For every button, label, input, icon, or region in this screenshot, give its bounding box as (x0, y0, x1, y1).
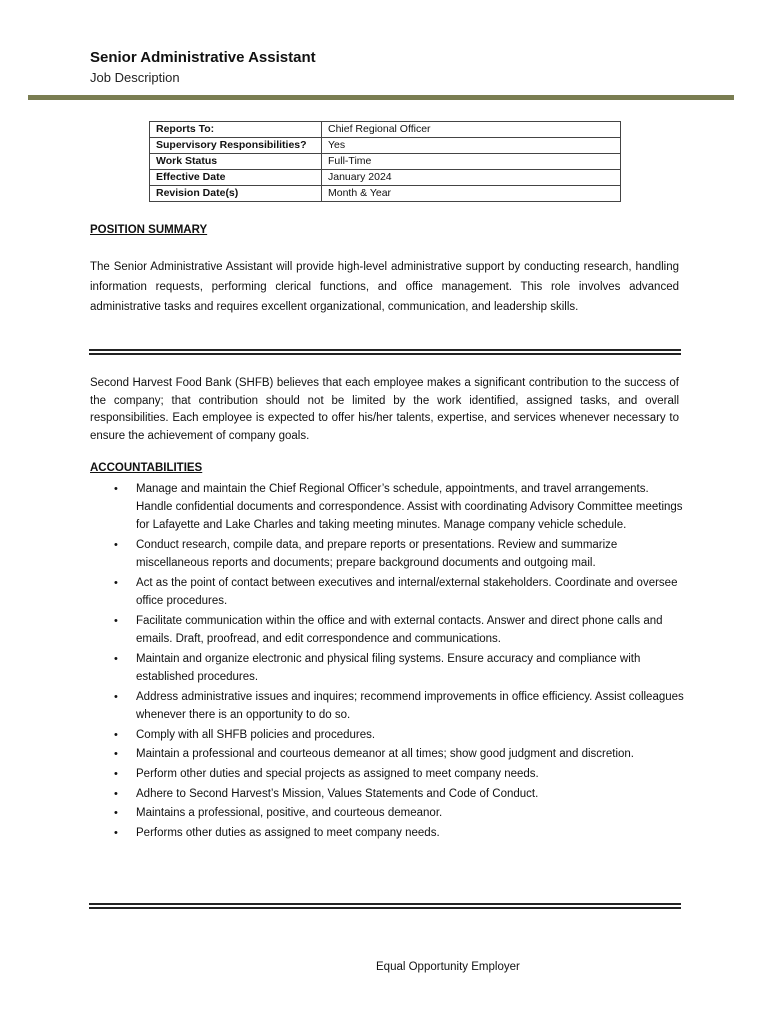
bullet-icon: • (114, 614, 118, 627)
list-item-text: Conduct research, compile data, and prepare reports or presentations. Review and summarize miscellaneous reports and documents; prepare background documents and outgoing mail. (136, 539, 618, 570)
bullet-icon: • (114, 807, 118, 820)
list-item-text: Perform other duties and special projects as assigned to meet company needs. (136, 768, 539, 781)
revision-date-value: Month & Year (322, 186, 621, 202)
bullet-icon: • (114, 690, 118, 703)
list-item (90, 765, 685, 783)
list-item (90, 785, 685, 803)
supervisory-value: Yes (322, 138, 621, 154)
table-row (150, 154, 621, 170)
list-item (90, 612, 685, 648)
document-title: Senior Administrative Assistant (90, 49, 316, 66)
accountabilities-heading: ACCOUNTABILITIES (90, 462, 203, 474)
list-item-text: Facilitate communication within the office and with external contacts. Answer and direct phone calls and emails. Draft, proofread, and edit correspondence and communications. (136, 614, 663, 646)
list-item-text: Address administrative issues and inquires; recommend improvements in office efficiency. Assist colleagues whenever there is an opportunity to do so. (136, 690, 684, 721)
list-item-text: Manage and maintain the Chief Regional Officer’s schedule, appointments, and travel arrangements. Handle confidential documents and correspondence. Assist with coordinating Advisory Committee meetings for Lafayette and Lake Charles and taking meeting minutes. Manage company vehicle schedule. (136, 483, 683, 532)
accountabilities-list (90, 480, 685, 844)
reports-to-label: Reports To: (150, 122, 322, 138)
list-item-text: Maintain and organize electronic and physical filing systems. Ensure accuracy and compliance with established procedures. (136, 652, 641, 684)
work-status-label: Work Status (150, 154, 322, 170)
table-row (150, 122, 621, 138)
list-item (90, 650, 685, 686)
list-item (90, 745, 685, 763)
list-item-text: Performs other duties as assigned to meet company needs. (136, 827, 440, 840)
bullet-icon: • (114, 768, 118, 781)
list-item (90, 688, 685, 724)
company-statement: Second Harvest Food Bank (SHFB) believes that each employee makes a significant contribution to the success of the company; that contribution should not be limited by the work identified, assigned tasks, and overall responsibilities. Each employee is expected to offer his/her talents, expertise, and services whenever necessary to ensure the achievement of company goals. (90, 377, 679, 442)
table-row (150, 138, 621, 154)
list-item-text: Maintain a professional and courteous demeanor at all times; show good judgment and discretion. (136, 748, 634, 761)
bullet-icon: • (114, 748, 118, 761)
bullet-icon: • (114, 483, 118, 495)
position-summary-text: The Senior Administrative Assistant will provide high-level administrative support by conducting research, handling information requests, performing clerical functions, and office management. This role involves advanced administrative tasks and requires excellent organizational, communication, and leadership skills. (90, 261, 679, 313)
list-item-text: Act as the point of contact between executives and internal/external stakeholders. Coordinate and oversee office procedures. (136, 577, 678, 608)
header-divider (28, 95, 734, 100)
footer-text: Equal Opportunity Employer (376, 961, 520, 973)
revision-date-label: Revision Date(s) (150, 186, 322, 202)
supervisory-label: Supervisory Responsibilities? (150, 138, 322, 154)
bullet-icon: • (114, 787, 118, 800)
bullet-icon: • (114, 539, 118, 552)
list-item (90, 574, 685, 610)
job-info-table (149, 121, 621, 202)
bullet-icon: • (114, 577, 118, 590)
section-divider (89, 349, 681, 355)
bullet-icon: • (114, 652, 118, 665)
section-divider (89, 903, 681, 909)
effective-date-value: January 2024 (322, 170, 621, 186)
position-summary-heading: POSITION SUMMARY (90, 224, 208, 236)
work-status-value: Full-Time (322, 154, 621, 170)
table-row (150, 186, 621, 202)
list-item (90, 536, 685, 572)
reports-to-value: Chief Regional Officer (322, 122, 621, 138)
list-item-text: Adhere to Second Harvest’s Mission, Values Statements and Code of Conduct. (136, 787, 539, 800)
list-item (90, 480, 685, 535)
table-row (150, 170, 621, 186)
document-subtitle: Job Description (90, 70, 180, 85)
list-item (90, 824, 685, 842)
effective-date-label: Effective Date (150, 170, 322, 186)
list-item (90, 726, 685, 744)
bullet-icon: • (114, 728, 118, 741)
list-item-text: Comply with all SHFB policies and procedures. (136, 728, 376, 741)
list-item-text: Maintains a professional, positive, and courteous demeanor. (136, 807, 443, 820)
bullet-icon: • (114, 827, 118, 840)
list-item (90, 804, 685, 822)
